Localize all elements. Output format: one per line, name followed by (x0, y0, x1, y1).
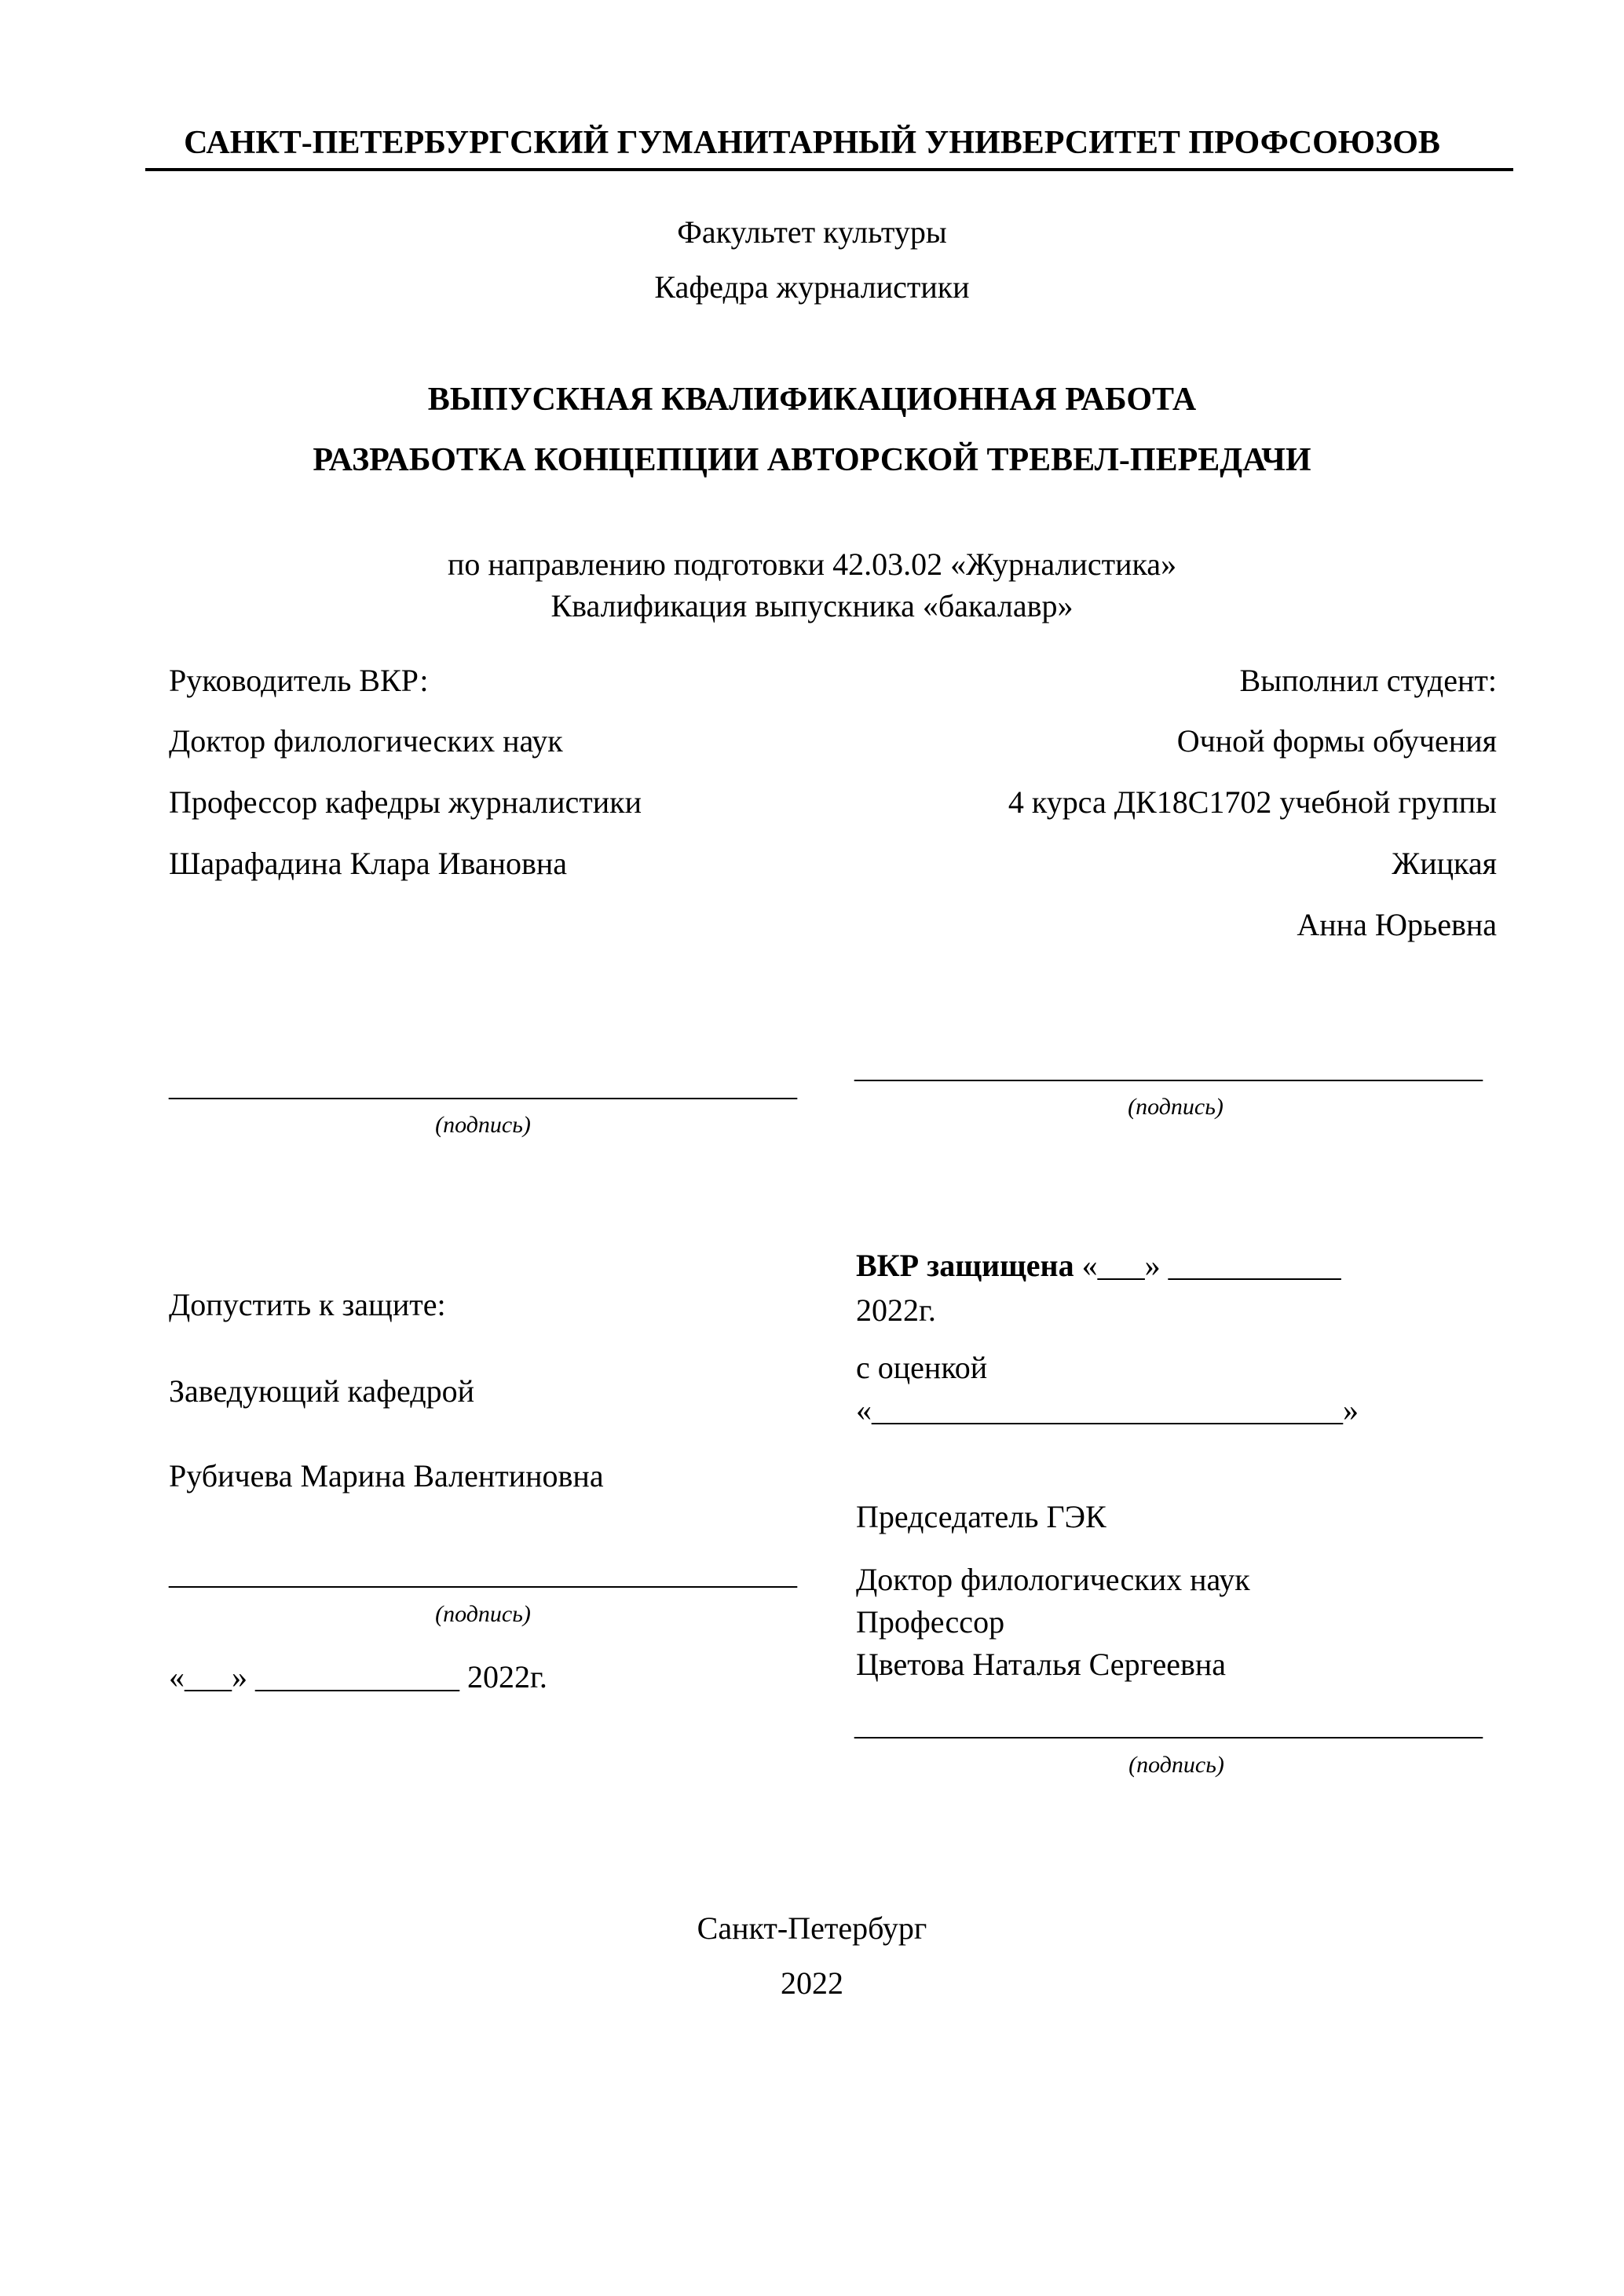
supervisor-signature-line: ________________________________________ (169, 1067, 797, 1102)
admission-label: Допустить к защите: (169, 1287, 446, 1322)
student-name: Анна Юрьевна (1297, 907, 1497, 942)
chairman-degree: Доктор филологических наук (856, 1562, 1250, 1597)
signature-caption: (подпись) (1128, 1094, 1223, 1120)
chairman-signature-line: ________________________________________ (854, 1706, 1483, 1742)
signature-caption: (подпись) (1128, 1752, 1224, 1778)
city-line: Санкт-Петербург (697, 1910, 927, 1946)
qualification-line: Квалификация выпускника «бакалавр» (550, 588, 1074, 623)
grade-blank: «______________________________» (856, 1392, 1359, 1428)
admission-date-blank: «___» _____________ 2022г. (169, 1659, 547, 1695)
year-line: 2022 (781, 1965, 843, 2001)
header-rule (145, 168, 1513, 171)
signature-caption: (подпись) (435, 1601, 531, 1627)
student-group: 4 курса ДК18С1702 учебной группы (1008, 784, 1497, 820)
supervisor-degree: Доктор филологических наук (169, 723, 563, 759)
defense-line (856, 1247, 1341, 1285)
direction-line: по направлению подготовки 42.03.02 «Журналистика» (447, 547, 1177, 582)
chairman-label: Председатель ГЭК (856, 1499, 1106, 1534)
student-signature-line: ________________________________________ (854, 1049, 1483, 1084)
defense-label: ВКР защищена (856, 1248, 1074, 1283)
defense-year: 2022г. (856, 1292, 936, 1328)
head-signature-line: ________________________________________ (169, 1556, 797, 1591)
supervisor-label: Руководитель ВКР: (169, 663, 429, 698)
student-label: Выполнил студент: (1239, 663, 1497, 698)
defense-date-blank: «___» ___________ (1081, 1248, 1341, 1283)
department-head-name: Рубичева Марина Валентиновна (169, 1458, 604, 1493)
work-type-title: ВЫПУСКНАЯ КВАЛИФИКАЦИОННАЯ РАБОТА (427, 382, 1197, 418)
student-surname: Жицкая (1392, 846, 1497, 881)
chairman-name: Цветова Наталья Сергеевна (856, 1647, 1226, 1682)
department-head-label: Заведующий кафедрой (169, 1373, 475, 1409)
grade-label: с оценкой (856, 1350, 988, 1385)
chairman-position: Профессор (856, 1604, 1005, 1640)
department-line: Кафедра журналистики (654, 269, 970, 305)
thesis-title: РАЗРАБОТКА КОНЦЕПЦИИ АВТОРСКОЙ ТРЕВЕЛ-ПЕРЕДАЧИ (313, 442, 1311, 478)
faculty-line: Факультет культуры (677, 214, 947, 250)
university-name: САНКТ-ПЕТЕРБУРГСКИЙ ГУМАНИТАРНЫЙ УНИВЕРСИТЕТ ПРОФСОЮЗОВ (184, 125, 1440, 161)
supervisor-name: Шарафадина Клара Ивановна (169, 846, 568, 881)
supervisor-position: Профессор кафедры журналистики (169, 784, 642, 820)
signature-caption: (подпись) (435, 1112, 531, 1138)
student-study-form: Очной формы обучения (1176, 723, 1497, 759)
